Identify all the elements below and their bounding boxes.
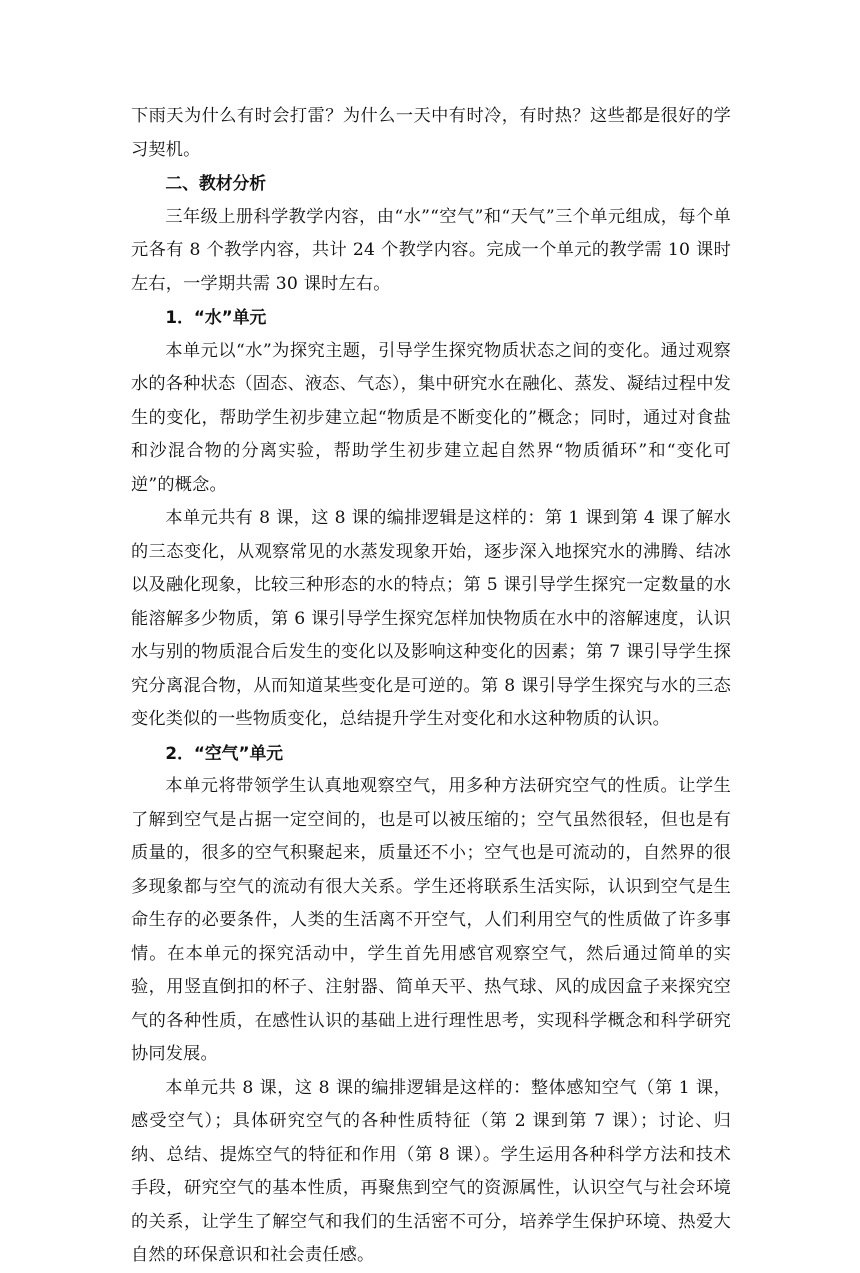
- section-two-heading: 二、教材分析: [165, 173, 267, 193]
- section-two-paragraph: 三年级上册科学教学内容，由“水”“空气”和“天气”三个单元组成，每个单元各有 8 个教学内容，共计 24 个教学内容。完成一个单元的教学需 10 课时左右，一学期共需 30 课时左右。: [131, 206, 731, 294]
- unit-water-paragraph-2: 本单元共有 8 课，这 8 课的编排逻辑是这样的：第 1 课到第 4 课了解水的三态变化，从观察常见的水蒸发现象开始，逐步深入地探究水的沸腾、结冰以及融化现象，比较三种形态的水的特点；第 5 课引导学生探究一定数量的水能溶解多少物质，第 6 课引导学生探究怎样加快物质在水中的溶解速度，认识水与别的物质混合后发生的变化以及影响这种变化的因素；第 7 课引导学生探究分离混合物，从而知道某些变化是可逆的。第 8 课引导学生探究与水的三态变化类似的一些物质变化，总结提升学生对变化和水这种物质的认识。: [131, 508, 731, 729]
- unit-water-heading: 1．“水”单元: [165, 307, 267, 327]
- intro-continuation-paragraph: 下雨天为什么有时会打雷？为什么一天中有时冷，有时热？这些都是很好的学习契机。: [131, 106, 731, 160]
- unit-air-paragraph-2: 本单元共 8 课，这 8 课的编排逻辑是这样的：整体感知空气（第 1 课，感受空气）；具体研究空气的各种性质特征（第 2 课到第 7 课）；讨论、归纳、总结、提炼空气的特征和作用（第 8 课）。学生运用各种科学方法和技术手段，研究空气的基本性质，再聚焦到空气的资源属性，认识空气与社会环境的关系，让学生了解空气和我们的生活密不可分，培养学生保护环境、热爱大自然的环保意识和社会责任感。: [131, 1077, 731, 1265]
- unit-water-paragraph-1: 本单元以“水”为探究主题，引导学生探究物质状态之间的变化。通过观察水的各种状态（固态、液态、气态），集中研究水在融化、蒸发、凝结过程中发生的变化，帮助学生初步建立起“物质是不断变化的”概念；同时，通过对食盐和沙混合物的分离实验，帮助学生初步建立起自然界“物质循环”和“变化可逆”的概念。: [131, 340, 731, 495]
- unit-air-heading: 2．“空气”单元: [165, 742, 284, 763]
- unit-air-paragraph-1: 本单元将带领学生认真地观察空气，用多种方法研究空气的性质。让学生了解到空气是占据一定空间的，也是可以被压缩的；空气虽然很轻，但也是有质量的，很多的空气积聚起来，质量还不小；空气也是可流动的，自然界的很多现象都与空气的流动有很大关系。学生还将联系生活实际，认识到空气是生命生存的必要条件，人类的生活离不开空气，人们利用空气的性质做了许多事情。在本单元的探究活动中，学生首先用感官观察空气，然后通过简单的实验，用竖直倒扣的杯子、注射器、简单天平、热气球、风的成因盒子来探究空气的各种性质，在感性认识的基础上进行理性思考，实现科学概念和科学研究协同发展。: [131, 776, 731, 1064]
- document-page: [131, 100, 731, 1273]
